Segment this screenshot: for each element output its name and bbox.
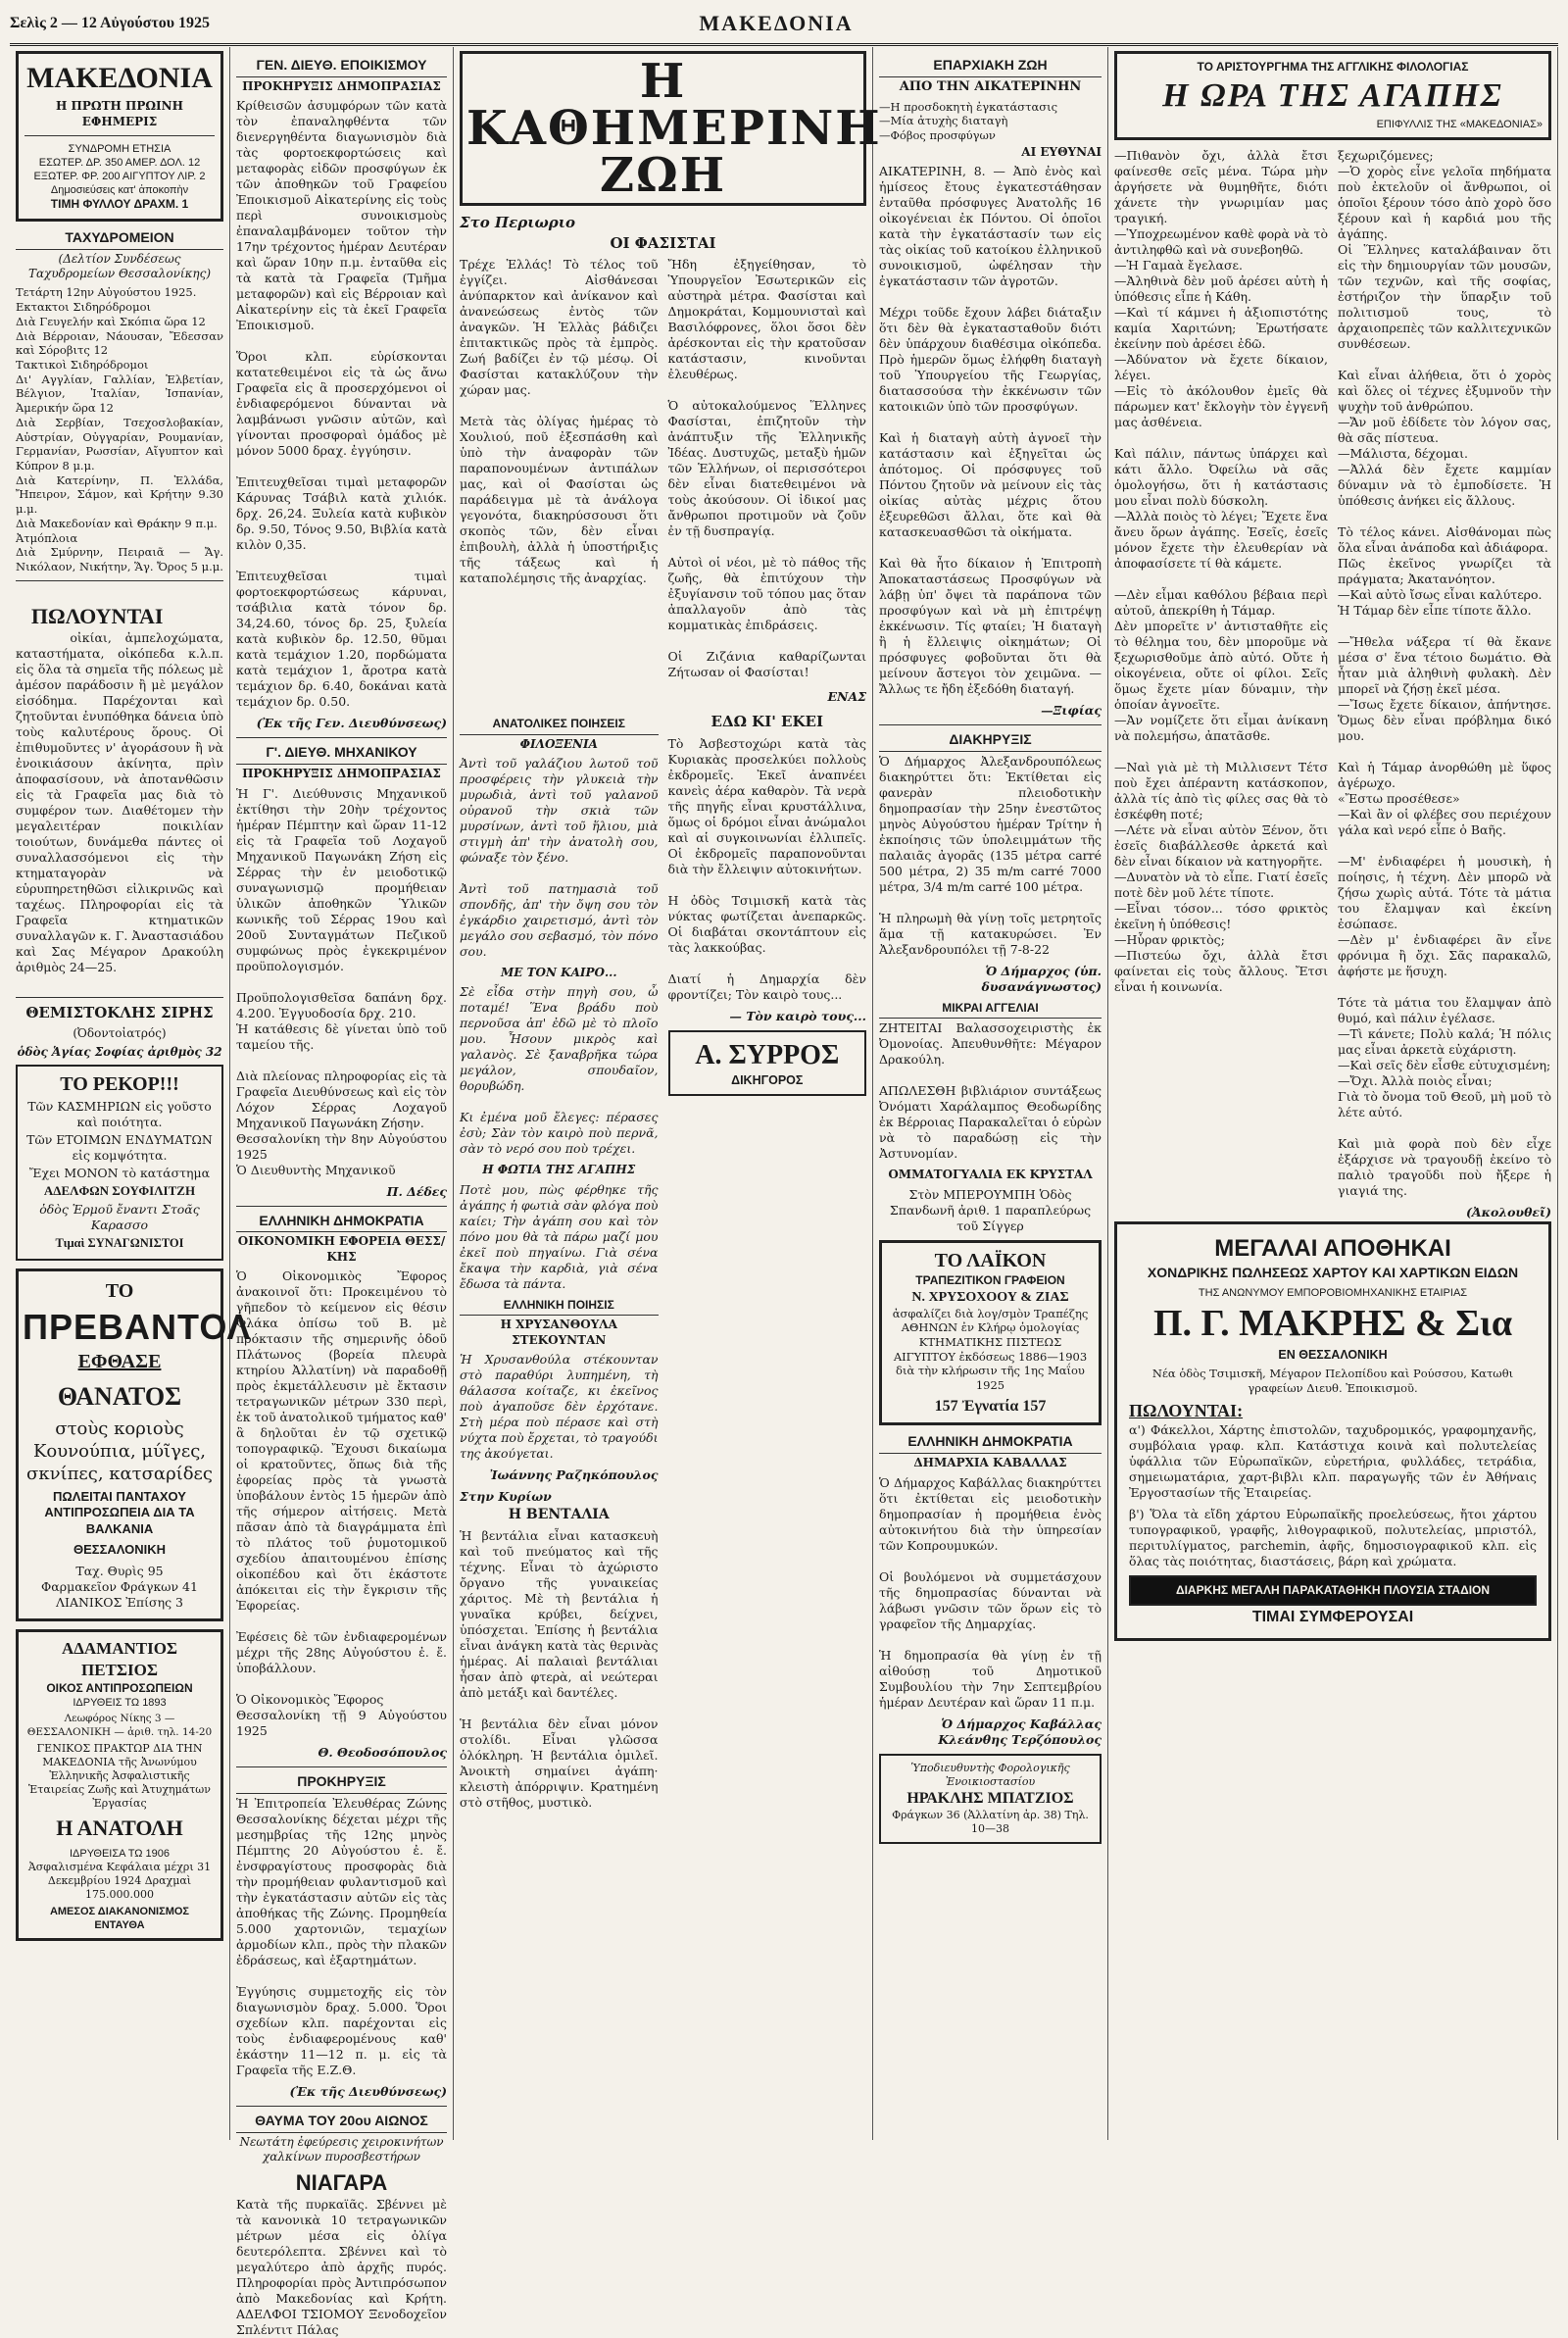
paper-ad-city: ΕΝ ΘΕΣΣΑΛΟΝΙΚΗ [1278,1348,1388,1363]
post-text: Τετάρτη 12ην Αὐγούστου 1925. Εκτακτοι Σιδηρόδρομοι Διὰ Γευγελήν καὶ Σκόπια ὥρα 12 Διὰ Βέρροιαν, Νάουσαν, Ἔδεσσαν καὶ Σόροβιτς 12 Τακτικοὶ Σιδηρόδρομοι Δι' Αγγλίαν, Γαλλίαν, Ἑλβετίαν, Βέλγιον, Ἰταλίαν, Ἰσπανίαν, Ἀμερικήν ὥρα 12 Διὰ Σερβίαν, Τσεχοσλοβακίαν, Αὐστρίαν, Οὐγγαρίαν, Ρουμανίαν, Γερμανίαν, Ρωσσίαν, Αἴγυπτον καὶ Κύπρον 8 μ.μ. Διὰ Κατερίνην, Π. Ἑλλάδα, Ἤπειρον, Σάμον, καὶ Κρήτην 9.30 μ.μ. Διὰ Μακεδονίαν καὶ Θράκην 9 π.μ. Ἀτμόπλοια Διὰ Σμύρνην, Πειραιᾶ — Ἄγ. Νικόλαον, Νικήτην, Ἅγ. Ὄρος 5 μ.μ. [16,285,223,574]
mast-line: Δημοσιεύσεις κατ' ἀποκοπὴν [50,184,189,197]
paper-ad-footer-box [1129,1575,1537,1606]
bank-name: Ν. ΧΡΥΣΟΧΟΟΥ & ΖΙΑΣ [911,1289,1069,1305]
mast-line: ΤΙΜΗ ΦΥΛΛΟΥ ΔΡΑΧΜ. 1 [50,197,189,212]
paper-ad-address: Νέα ὁδὸς Τσιμισκῆ, Μέγαρον Πελοπίδου καὶ Ρούσσου, Κατωθι γραφείων Διευθ. Ἐποικισμοῦ. [1152,1367,1514,1395]
lower-left [460,711,662,1816]
article-subheading: Νεωτάτη ἐφεύρεσις χειροκινήτων χαλκίνων πυροσβεστήρων [239,2134,444,2164]
article-kicker: ΕΛΛΗΝΙΚΗ ΠΟΙΗΣΙΣ [460,1298,659,1316]
article-heading: ΘΑΥΜΑ ΤΟΥ 20ου ΑΙΩΝΟΣ [236,2113,447,2133]
prev-box: Ταχ. Θυρὶς 95 [75,1564,164,1579]
article-heading: ΓΕΝ. ΔΙΕΥΘ. ΕΠΟΙΚΙΣΜΟΥ [236,57,447,77]
article-bullet: —Η προσδοκητὴ ἐγκατάστασις [879,99,1058,114]
paper-ad-company: ΤΗΣ ΑΝΩΝΥΜΟΥ ΕΜΠΟΡΟΒΙΟΜΗΧΑΝΙΚΗΣ ΕΤΑΙΡΙΑΣ [1198,1286,1468,1299]
insur-name: ΑΔΑΜΑΝΤΙΟΣ ΠΕΤΣΙΟΣ [61,1639,178,1679]
insur-sub: ΟΙΚΟΣ ΑΝΤΙΠΡΟΣΩΠΕΙΩΝ [46,1680,193,1695]
record-line: Τῶν ΚΑΣΜΗΡΙΩΝ εἰς γοῦστο καὶ ποιότητα. [27,1099,212,1130]
optician-heading: ΟΜΜΑΤΟΓΥΑΛΙΑ ΕΚ ΚΡΥΣΤΑΛ [888,1168,1093,1182]
mast-line: ΕΞΩΤΕΡ. ΦΡ. 200 ΑΙΓΥΠΤΟΥ ΛΙΡ. 2 [33,171,206,183]
prev-death: ΘΑΝΑΤΟΣ [57,1382,182,1412]
tax-name: ΗΡΑΚΛΗΣ ΜΠΑΤΖΙΟΣ [906,1789,1074,1807]
sale-text: οἰκίαι, ἀμπελοχώματα, καταστήματα, οἰκόπεδα κ.λ.π. εἰς ὅλα τὰ σημεῖα τῆς πόλεως μὲ ἀμέσον παράδοσιν ἢ μὲ μεγάλον εἰσόδημα. Παρέχονται καὶ ζητοῦνται ἐνυπόθηκα δάνεια ὑπὸ τοὺς καλυτέρους ὅρους. Οἱ ἐπιθυμοῦντες ν' ἀγοράσουν ἢ νὰ ἐνοικιάσουν ἀκίνητα, πρὶν ἀποφασίσουν, νὰ ἀποτανθῶσιν εἰς τὰ Γραφεῖα μας διὰ τὸ συμφέρον των. Διαθέτομεν τὴν μεγαλειτέραν ποικιλίαν τοιούτων, δυνάμεθα πάντες οἱ συναλλασσόμενοι εἰς τὴν κτηματαγορὰν νὰ εὑρυπηρετηθῶσι εἰλικρινῶς καὶ ταχέως. Πληροφορίαι εἰς τὰ Γραφεῖα κτηματικῶν συναλλαγῶν κ. Γ. Ἀναστασιάδου καὶ Σας Μέγαρον Δρακούλη ἀριθμὸς 24—25. [16,629,227,974]
insur-address: Λεωφόρος Νίκης 3 — ΘΕΣΣΑΛΟΝΙΚΗ — ἀριθ. τηλ. 14-20 [26,1713,213,1738]
article-signature: —Ξιφίας [1041,703,1102,719]
paper-ad-prices: ΤΙΜΑΙ ΣΥΜΦΕΡΟΥΣΑΙ [1251,1609,1414,1626]
bank-address: 157 Ἐγνατία 157 [934,1397,1047,1415]
article-subheading: ΠΡΟΚΗΡΥΞΙΣ ΔΗΜΟΠΡΑΣΙΑΣ [242,767,441,781]
insur-year: ΙΔΡΥΘΕΙΣ ΤΩ 1893 [73,1697,167,1710]
feuilleton-banner [1114,51,1551,140]
article-text: Ἡ Γ'. Διεύθυνσις Μηχανικοῦ ἐκτίθησι τὴν 20ὴν τρέχοντος ἡμέραν Πέμπτην καὶ ὥραν 11-12 εἰς τὰ Γραφεῖα τοῦ Λοχαγοῦ Μηχανικοῦ Παγωνάκη Ζήση εἰς Σέρρας τὴν ἐν μειοδοτικῷ συναγωνισμῷ προμήθειαν ὑλικῶν ἀποθηκῶν Ὑλικῶν κωνικῆς τοῦ Σέρρας 19ου καὶ 20οῦ Συνταγμάτων Πεζικοῦ συμφώνως πρὸς ἐγκεκριμένον προϋπολογισμόν. Προϋπολογισθεῖσα δαπάνη δρχ. 4.200. Ἐγγυοδοσία δρχ. 210. Ἡ κατάθεσις δὲ γίνεται ὑπὸ τοῦ ταμείου τῆς. Διὰ πλείονας πληροφορίας εἰς τὰ Γραφεῖα Διευθύνσεως καὶ εἰς τὸν Λόχον Σέρρας Λοχαγοῦ Μηχανικοῦ Παγωνάκη Ζήσην. Θεσσαλονίκη τὴν 8ην Αὐγούστου 1925 Ὁ Διευθυντὴς Μηχανικοῦ [236,785,447,1177]
paper-ad-item: α') Φάκελλοι, Χάρτης ἐπιστολῶν, ταχυδρομικός, γραφομηχανῆς, συμβόλαια γραφ. κλπ. Κατάστιχα κοινὰ καὶ πολυτελείας ὑφάλλια τῶν Εὐρωπαϊκῶν, εὐρετήρια, φυλλάδες, τετράδια, σημειωματάρια, χαρτ-βιβλι κλπ. παραγωγῆς τῶν ἐν Ἀθήναις Ἐργοστασίων τῆς Ἐταιρείας. [1129,1421,1541,1500]
article-heading: Γ'. ΔΙΕΥΘ. ΜΗΧΑΝΙΚΟΥ [236,744,447,765]
banner-title: Η ΩΡΑ ΤΗΣ ΑΓΑΠΗΣ [1162,77,1503,115]
story-text: —Πιθανὸν ὄχι, ἀλλὰ ἔτσι φαίνεσθε σεῖς μένα. Τώρα μὴν ἀργήσετε νὰ θυμηθῆτε, διότι χάνετε τὴν γνωριμίαν μας τραγική. —Ὑποχρεωμένον καθὲ φορὰ νὰ τὸ ἀντιληφθῶ καὶ νὰ συνεβοηθῶ. —Ἡ Γαμαὰ ἔγελασε. —Ἀληθινὰ δὲν μοῦ ἀρέσει αὐτὴ ἡ ὑπόθεσις εἶπε ἡ Κάθη. —Καὶ τί κάμνει ἡ ἀξιοπιστότης καμία Χαριτώνη; Ἐρωτήσατε ἐκείνην ποὺ ἀρέσει ἐδῶ. —Ἀδύνατον νὰ ἔχετε δίκαιον, λέγει. —Εἰς τὸ ἀκόλουθον ἐμεῖς θὰ πάρωμεν κατ' ἔκλογὴν τὸν ἐγγενῆ μας ἀσθένεια. Καὶ πάλιν, πάντως ὑπάρχει καὶ κάτι ἄλλο. Ὀφείλω νὰ σᾶς ὁμολογήσω, ὅτι ἡ κατάστασις μου εἶναι πολὺ δύσκολη. —Ἀλλὰ ποιὸς τὸ λέγει; Ἔχετε ἕνα ἄνευ ὅρων ἀγάπης. Ἐσεῖς, ἐσεῖς μόνον ἔχετε τὴν ἐλευθερίαν νὰ ἀποφασίσετε τί θὰ κάμετε. —Δὲν εἶμαι καθόλου βέβαια περὶ αὐτοῦ, ἀπεκρίθη ἡ Τάμαρ. Δὲν μπορεῖτε ν' ἀντισταθῆτε εἰς τὸ θέλημα του, δὲν μποροῦμε νὰ ξεχωρισθοῦμε ἀπὸ αὐτό. Οὔτε ἡ οἰκογένεια, οὔτε οἱ φίλοι. Σεῖς ὅμως ἔχετε μίαν δύναμιν, τὴν ὁποίαν ἀγνοεῖτε. —Ἀν νομίζετε ὅτι εἶμαι ἀνίκανη νὰ πολεμήσω, ἀπατᾶσθε. —Ναὶ γιὰ μὲ τὴ Μιλλισεντ Τέτσ ποὺ ἔχει ἀπέραντη κατάσκοπον, ἀλλὰ τίς ἀπὸ τὶς φίλες σας θὰ τὸ ἐσκέφθη ποτέ; —Λέτε νὰ εἶναι αὐτὸν Ξένον, ὅτι ἐσεῖς διαβάλλεσθε ἀρκετά καὶ δὲν εἶναι δίκαιον νὰ κατηγορῆτε. —Δυνατὸν νὰ τὸ εἶπε. Γιατί ἐσεῖς ποτὲ δὲν μοῦ λέτε τίποτε. —Εἶναι τόσον... τόσο φρικτὸς ἐκεῖνη ἡ ὑπόθεσις! —Ηὗραν φρικτὸς; —Πιστεύω ὄχι, ἀλλὰ ἔτσι φαίνεται εἰς τοὺς ἄλλους. Ἔτσι εἶναι ἡ κοινωνία. [1114,147,1328,994]
prev-retail: ΛΙΑΝΙΚΟΣ Ἐπίσης 3 [56,1595,183,1611]
paper-ad [1114,1221,1551,1641]
prev-to: ΤΟ [105,1280,134,1303]
story-text: ξεχωριζόμενες; —Ὁ χορὸς εἶνε γελοῖα πηδήματα ποὺ ἐκτελοῦν οἱ ἄνθρωποι, οἱ ὁποῖοι ξέρουν τόσο ἀπὸ χορὸ ὅσο ξέρουν καὶ ἡ καρδιά μου τῆς ἀγάπης. Οἱ Ἕλληνες καταλάβαιναν ὅτι εἰς τὴν δημιουργίαν τῶν μουσῶν, τῶν τεχνῶν, καὶ τῆς σοφίας, ἐστήριζον τὴν ὕπαρξιν τοῦ πολιτισμοῦ τους, τὸ ἀρχαιοπρεπὲς τῶν καλλιτεχνικῶν συνθέσεων. Καὶ εἶναι ἀλήθεια, ὅτι ὁ χορὸς καὶ ὅλες οἱ τέχνες ἐξυμνοῦν τὴν ψυχὴν τοῦ ἀνθρώπου. —Ἄν μοῦ ἐδίδετε τὸν λόγον σας, θὰ σᾶς πίστευα. —Μάλιστα, δέχομαι. —Ἀλλά δὲν ἔχετε καμμίαν δύναμιν νὰ τὸ ἐμποδίσετε. Ἡ ὑπόθεσις ἀνήκει εἰς ἄλλους. Τὸ τέλος κάνει. Αἰσθάνομαι πὼς ὅλα εἶναι ἀνάποδα καὶ ἀδιάφορα. Πῶς ἐκεῖνος γνωρίζει τὰ πράγματα; Ἀκατανόητον. —Καὶ αὐτὸ ἴσως εἶναι καλύτερο. Ἡ Τάμαρ δὲν εἶπε τίποτε ἄλλο. —Ἤθελα νάξερα τί θὰ ἔκανε μέσα σ' ἕνα τέτοιο δωμάτιο. Θὰ ἦταν μιὰ ἀληθινὴ φυλακὴ. Δὲν μπορεῖ νὰ ζήσῃ ἐκεῖ μέσα. —Ἴσως ἔχετε δίκαιον, ἀπήντησε. Ὅμως δὲν εἶναι πρόβλημα δικό μου. Καὶ ἡ Τάμαρ ἀνορθώθη μὲ ὕφος ἀγέρωχο. «Ἔστω προσέθεσε» —Καὶ ἂν οἱ φλέβες σου περιέχουν γάλα καὶ νερό εἶπε ὁ Βαῆς. —Μ' ἐνδιαφέρει ἡ μουσικὴ, ἡ ποίησις, ἡ τέχνη. Δὲν μπορῶ νὰ ζήσω χωρὶς αὐτά. Τότε τὰ μάτια του ἔλαμψαν καὶ ἐκείνη ἐσώπασε. —Δὲν μ' ἐνδιαφέρει ἂν εἶνε φρόνιμα ἢ ὄχι. Σᾶς παρακαλῶ, ἀφήστε με ἥσυχη. Τότε τὰ μάτια του ἔλαμψαν ἀπὸ θυμό, καὶ πάλιν ἐγέλασε. —Τὶ κάνετε; Πολὺ καλά; Ἡ πόλις μας εἶναι ἀρκετὰ εὐχάριστη. —Καὶ σεῖς δὲν εἶσθε εὐτυχισμένη; —Ὄχι. Ἀλλὰ ποιὸς εἶναι; Γιὰ τὸ ὄνομα τοῦ Θεοῦ, μὴ μοῦ τὸ λέτε αὐτό. Καὶ μιὰ φορὰ ποὺ δὲν εἶχε ἐξάρχισε νὰ τραγουδῇ ἐκείνο τὸ παλιὸ τραγοῦδι ποὺ ἤξερε ἡ γιαγιά της. [1338,147,1551,1198]
sale-title: ΠΩΛΟΥΝΤΑΙ [30,603,164,628]
story-right [1338,147,1551,1219]
prev-arrived: ΕΦΘΑΣΕ [77,1350,162,1372]
lawyer-ad [668,1030,867,1097]
section-kicker: Στο Περιωριο [460,214,575,231]
insur-brand: Η ΑΝΑΤΟΛΗ [56,1816,183,1841]
lower-right [668,711,867,1816]
article-signature: Ἰωάννης Ραζηκόπουλος [489,1467,659,1482]
article-heading: ΦΙΛΟΞΕΝΙΑ [519,736,598,751]
article-signature: Π. Δέδες [386,1183,447,1199]
article-signature: — Τὸν καιρὸ τους... [729,1008,866,1023]
article-text: Ποτὲ μου, πὼς φέρθηκε τῆς ἀγάπης ἡ φωτιὰ σὰν φλόγα ποὺ καίει; Τὴν ἀγάπη σου καὶ τὸν πόνο μου θὰ τὰ πάρω μαζί μου ἐκεῖ ποὺ πηγαίνω. Γιὰ σένα ἔκαψα τὴν καρδιὰ, γιὰ σένα ἔδωσα τὰ πάντα. [460,1181,662,1291]
preventol-ad [16,1268,252,1621]
banner-top: ΤΟ ΑΡΙΣΤΟΥΡΓΗΜΑ ΤΗΣ ΑΓΓΛΙΚΗΣ ΦΙΛΟΛΟΓΙΑΣ [1197,60,1469,74]
article-text: Κατὰ τῆς πυρκαϊᾶς. Σβέννει μὲ τὰ κανονικὰ 10 τετραγωνικῶν μέτρων μέσα εἰς ὀλίγα δευτερόλεπτα. Σβέννει καὶ τὸ μεγαλύτερο ἀπὸ ἀρχῆς πυρός. Πληροφορίαι πρὸς Ἀντιπρόσωπον ἀπὸ Μακεδονίας καὶ Κρήτη. ΑΔΕΛΦΟΙ ΤΣΙΟΜΟΥ Ξενοδοχεῖον Σπλέντιτ Πάλας [236,2196,451,2337]
article-signature: ΕΝΑΣ [827,689,866,705]
page-date: Σελὶς 2 — 12 Αὐγούστου 1925 [10,15,211,31]
record-ad [16,1065,223,1261]
article-heading: ΜΕ ΤΟΝ ΚΑΙΡΟ... [501,966,617,980]
article-text: ΑΙΚΑΤΕΡΙΝΗ, 8. — Ἀπὸ ἐνὸς καὶ ἡμίσεος ἔτους ἐγκατεστάθησαν ἐνταῦθα πρόσφυγες Ἀνατολῆς 16 οἰκογένειαι ἐκ Πόντου. Οἱ ὁποῖοι κατὰ τὴν ἐγκατάστασίν των εἰς τὰς οἰκίας τοῦ κατοίκου ἐλληνικοῦ συνοικισμοῦ, ὠφέλησαν τὴν ἐγκατάστασιν τῶν ἀγροτῶν. Μέχρι τοῦδε ἔχουν λάβει διάταξιν ὅτι δὲν θὰ ἐγκατασταθοῦν διότι δὲν ὑπάρχουν διαθέσιμα οἰκόπεδα. Πρὸ ἡμερῶν ὅμως ἐλήφθη διαταγὴ τοῦ Ὑπουργείου τῆς Γεωργίας, διατασσούσα τὴν ἐκκένωσιν τῶν κατοικιῶν ὑπὸ τῶν προσφύγων. Καὶ ἡ διαταγὴ αὐτὴ ἀγνοεῖ τὴν κατάστασιν καὶ ἐξηγεῖται ὡς ἀπότομος. Οἱ πρόσφυγες τοῦ Πόντου ζητοῦν νὰ μείνουν εἰς τὰς οἰκίας αὐτὰς μέχρις ὅτου ἐξευρεθῶσι ἄλλαι, ὅτε καὶ θὰ κατασκευασθῶσι τὰ οἰκήματα. Καὶ θὰ ἦτο δίκαιον ἡ Ἐπιτροπὴ Ἀποκαταστάσεως Προσφύγων νὰ λάβῃ ὑπ' ὄψει τὰ παράπονα τῶν προσφύγων καὶ νὰ μὴ ἐπιτρέψῃ ἐκκένωσιν. Τίς φταίει; Ἡ διαταγὴ ἢ ἡ ἔλλειψις οἰκημάτων; Οἱ πρόσφυγες φοβοῦνται ὅτι θὰ μείνουν ἄστεγοι τὸν χειμῶνα. — Ἄλλως τε ἤδη ἐξεδόθη διαταγή. [879,164,1102,697]
lawyer-role: ΔΙΚΗΓΟΡΟΣ [731,1073,804,1088]
banner-sub: ΕΠΙΦΥΛΛΙΣ ΤΗΣ «ΜΑΚΕΔΟΝΙΑΣ» [1376,118,1543,130]
lawyer-name: Α. ΣΥΡΡΟΣ [695,1039,840,1070]
insurance-ad [16,1629,223,1941]
mast-subtitle: Η ΠΡΩΤΗ ΠΡΩΙΝΗ ΕΦΗΜΕΡΙΣ [56,99,183,128]
column-1 [10,47,252,2140]
article-signature: (Ἐκ τῆς Γεν. Διευθύνσεως) [256,716,447,731]
column-4 [873,47,1108,2140]
article-bullet: —Φόβος προσφύγων [879,127,996,142]
article-text: Τρέχε Ἑλλάς! Τὸ τέλος τοῦ ἐγγίζει. Αἰσθάνεσαι ἀνύπαρκτον καὶ ἀνίκανον καὶ ἀνανεώσεως ἐντὸς τῶν ἀναγκῶν. Ἡ Ἑλλὰς βάδιζει ἐπιτακτικῶς πρὸς τὰ ἐμπρὸς. Ζωή βαδίζει ἐν τῷ μέσῳ. Οἱ Φασίσται κατακλύζουν τὴν χώραν μας. Μετὰ τὰς ὀλίγας ἡμέρας τὸ Χουλιού, ποῦ ἐξεσπάσθη καὶ ὑπὸ τὴν ἀναφορὰν τῶν παραπονουμένων ἀντιπάλων μας, καὶ οἱ Φασίσται ὡς παράδειγμα μὲ τὰ ἀνάλογα γεγονότα, διακηρύσσουσι ὅτι σκοπὸς τῶν, δὲν εἶναι ἐπιβουλὴ, ἀλλὰ ἡ ὑποστήριξις τῆς τάξεως καὶ ἡ καταπολέμησις τῆς ἀναρχίας. [460,257,659,586]
article-signature: Ὁ Δήμαρχος (ὑπ. δυσανάγνωστος) [981,963,1102,994]
paper-ad-sub: ΧΟΝΔΡΙΚΗΣ ΠΩΛΗΣΕΩΣ ΧΑΡΤΟΥ ΚΑΙ ΧΑΡΤΙΚΩΝ ΕΙΔΩΝ [1147,1264,1519,1280]
bank-text: ἀσφαλίζει διὰ λογ/σμὸν Τραπέζης ΑΘΗΝΩΝ ἐν Κλήρῳ ὁμολογίας ΚΤΗΜΑΤΙΚΗΣ ΠΙΣΤΕΩΣ ΑΙΓΥΠΤΟΥ ἐκδόσεως 1886—1903 διὰ τὴν κλήρωσιν τῆς 1ης Μαΐου 1925 [892,1306,1089,1393]
paper-ad-title: ΜΕΓΑΛΑΙ ΑΠΟΘΗΚΑΙ [1214,1234,1451,1262]
tax-role: Ὑποδιευθυντὴς Φορολογικῆς Ἐνοικιοστασίου [910,1761,1070,1788]
tax-ad [879,1754,1102,1845]
column-5 [1108,47,1558,2140]
article-text: Ἡ Ἐπιτροπεία Ἐλευθέρας Ζώνης Θεσσαλονίκης δέχεται μέχρι τῆς μεσημβρίας τῆς 12ης μηνὸς Πέμπτης 20 Αὐγούστου ἐ. ἔ. ἐνσφραγίστους προσφορὰς διὰ τὴν προμήθειαν φυλαντισμοῦ καὶ τὴν ἐγκατάστασιν αὐτῶν εἰς τὰς ἀποθήκας τῆς Ζώνης. Προμηθεία 5.000 χαρτονιῶν, τεμαχίων ἀρμοδίων κλπ., πρὸς τὴν πλακῶν ἐδράσεως, καὶ ἐξαρτημάτων. Ἐγγύησις συμμετοχῆς εἰς τὸν διαγωνισμὸν δραχ. 5.000. Ὅροι σχεδίων κλπ. παρέχονται εἰς τοὺς ἐνδιαφερομένους καθ' ἑκάστην 11—12 π. μ. εἰς τὰ Γραφεῖα τῆς Ε.Ζ.Θ. [236,1796,447,2078]
tax-address: Φράγκων 36 (Ἀλλατίνη ἀρ. 38) Τηλ. 10—38 [892,1809,1089,1836]
bank-sub: ΤΡΑΠΕΖΙΤΙΚΟΝ ΓΡΑΦΕΙΟΝ [915,1273,1065,1288]
sale-notice [16,587,227,991]
section-kicker: Στην Κυρίων [460,1488,552,1504]
prev-title: ΠΡΕΒΑΝΤΟΛ [23,1306,252,1347]
record-title: ΤΟ ΡΕΚΟΡ!!! [60,1072,179,1095]
article-text: Ὁ Οἰκονομικὸς Ἔφορος ἀνακοινοῖ ὅτι: Προκειμένου τὸ γῆπεδον τὸ κείμενον εἰς θέσιν Φλάκα ὁπίσω τοῦ Β. μὲ πρόκτασιν τῆς σημερινῆς ὁδοῦ Πλάτωνος (βορεία πλευρὰ κτηρίου Ἀλλατίνη) νὰ παραδοθῇ πρὸς ἐκμετάλλευσιν μὲ ἔκτασιν τετραγωνικῶν μέτρων 330 περὶ, ἐκ τοῦ ἀνατολικοῦ τμήματος καθ' ἃ δηλοῦται ἐν τῷ σχετικῷ τοπογραφικῷ. Ἔχουσι δικαίωμα οἱ κρατοῦντες, ὅπως διὰ τῆς ἐφορείας πρὸς τὰ γνωστὰ ὑποβάλουν ἐντὸς 15 ἡμερῶν ἀπὸ τῆς σήμερον αἰτήσεις. Μετὰ πᾶσαν ἀπὸ τὰ διαγράμματα ἐπὶ τὸ πλάτος τοῦ ῥυμοτομικοῦ σχεδίου ἀπαιτουμένου ἐπίσης οἰκοπέδου καὶ ὅτι ἑκάστοτε ἀπόκειται εἰς τὴν ἔγκρισιν τῆς Ἐφορείας. Ἐφέσεις δὲ τῶν ἐνδιαφερομένων μέχρι τῆς 28ης Αὐγούστου ἐ. ἔ. ὑποβάλλουν. Ὁ Οἰκονομικὸς Ἔφορος Θεσσαλονίκη τῇ 9 Αὐγούστου 1925 [236,1268,447,1739]
article-heading: ΟΙ ΦΑΣΙΣΤΑΙ [610,234,716,253]
article-text: Ἀντὶ τοῦ γαλάζιου λωτοῦ τοῦ προσφέρεις τὴν γλυκειὰ τὴν μυρωδιὰ, ἀντὶ τοῦ γαλανοῦ οὐρανοῦ τὴν σκιὰ τῶν μυρσίνων, ἀντὶ τοῦ ἥλιου, μιὰ στιγμὴ ἀπ' τὴν ἀνατολὴ σου, φώναξε τὸν ξένο. Ἀντὶ τοῦ πατημασιὰ τοῦ σπονδῆς, ἀπ' τὴν ὄψη σου τὸν ἐγκάρδιο χαιρετισμό, ἀντὶ τὸν μεγάλο σου σεβασμό, τὸν πόνο σου. [460,756,659,960]
article-text: Ἤδη ἐξηγείθησαν, τὸ Ὑπουργεῖον Ἐσωτερικῶν εἰς αὐστηρὰ μέτρα. Φασίσται καὶ Δημοκράται, Κομμουνισταὶ καὶ Βασιλόφρονες, ὅλοι ὅσοι δὲν ἀρέσκονται εἰς τὴν κρατοῦσαν κατάστασιν, κινοῦνται ἐλευθέρως. Ὁ αὐτοκαλούμενος Ἕλληνες Φασίσται, ἐπιζητοῦν τὴν ἀνάπτυξιν τῆς Ἑλληνικῆς Ἰδέας. Δυστυχῶς, μεταξὺ ἡμῶν τῶν Ἑλλήνων, οἱ περισσότεροι δὲν εἶναι διατεθειμένοι νὰ τοὺς ἀκούσουν. Οἱ ἰδικοί μας ἄνθρωποι προτιμοῦν νὰ ζοῦν ἐν τῇ δυσπραγίᾳ. Αὐτοὶ οἱ νέοι, μὲ τὸ πάθος τῆς ζωῆς, θὰ ἐπιτύχουν τὴν ἐξυγίανσιν τοῦ τόπου μας ὅταν ἀπαλλαγοῦν ἀπὸ τὰς κομματικὰς ἐπιδράσεις. Οἱ Ζιζάνια καθαρίζωνται Ζήτωσαν οἱ Φασίσται! [667,257,866,680]
paper-ad-item: β') Ὅλα τὰ εἴδη χάρτου Εὐρωπαϊκῆς προελεύσεως, ἤτοι χάρτου τυπογραφικοῦ, γραφῆς, λιθογραφικοῦ, πολυτελείας, μπριστόλ, περιτυλίγματος, parchemin, ἀφῆς, δημοσιογραφικοῦ κλπ. εἰς ὅλας τὰς ποιότητας, διαστάσεις, βάρη καὶ χρώματα. [1129,1506,1541,1568]
story-continued: (Ἀκολουθεῖ) [1466,1204,1551,1219]
mast-title: ΜΑΚΕΔΟΝΙΑ [26,62,213,94]
article-heading: Η ΦΩΤΙΑ ΤΗΣ ΑΓΑΠΗΣ [482,1163,636,1177]
dentist-role: (Ὀδοντοἰατρός) [73,1026,167,1041]
story-columns [1114,147,1551,1219]
paper-ad-name: Π. Γ. ΜΑΚΡΗΣ & Σια [1152,1302,1513,1344]
dentist-name: ΘΕΜΙΣΤΟΚΛΗΣ ΣΙΡΗΣ [25,1003,214,1021]
post-title: ΤΑΧΥΔΡΟΜΕΙΟΝ [16,229,223,250]
prev-agency: ΑΝΤΙΠΡΟΣΩΠΕΙΑ ΔΙΑ ΤΑ ΒΑΛΚΑΝΙΑ [44,1505,195,1536]
insur-text: ΓΕΝΙΚΟΣ ΠΡΑΚΤΩΡ ΔΙΑ ΤΗΝ ΜΑΚΕΔΟΝΙΑ τῆς Ἀνωνύμου Ἑλληνικῆς Ἀσφαλιστικῆς Ἑταιρείας Ζωῆς καὶ Ἀτυχημάτων Ἐργασίας [28,1742,211,1811]
mast-line: ΣΥΝΔΡΟΜΗ ΕΤΗΣΙΑ [68,143,172,156]
page-masthead [10,4,1558,46]
article-text: Ὁ Δήμαρχος Καβάλλας διακηρύττει ὅτι ἐκτίθεται εἰς μειοδοτικὴν δημοπρασίαν ἡ προμήθεια ἑνὸς αὐτοκινήτου διὰ τὴν ὑπηρεσίαν τῶν Κοπρουμυκών. Οἱ βουλόμενοι νὰ συμμετάσχουν τῆς δημοπρασίας δύνανται νὰ λάβωσι γνῶσιν τῶν ὅρων εἰς τὸ γραφεῖον τῆς Δημαρχίας. Ἡ δημοπρασία θὰ γίνῃ ἐν τῇ αἰθούσῃ τοῦ Δημοτικοῦ Συμβουλίου τὴν 7ην Σεπτεμβρίου ἡμέραν Δευτέραν καὶ ὥραν 11 π.μ. [879,1474,1102,1710]
prev-city: ΘΕΣΣΑΛΟΝΙΚΗ [74,1541,166,1557]
section-title-box [460,51,882,206]
article-signature: Ὁ Δήμαρχος Καβάλλας Κλεάνθης Τερζόπουλος [938,1716,1102,1747]
article-text: Σὲ εἶδα στὴν πηγὴ σου, ὦ ποταμέ! Ἕνα βράδυ ποὺ περνοῦσα ἀπ' ἐδῶ μὲ τὸ πλοῖο μου. Ἦσουν μικρὸς καὶ γαλανὸς. Σὲ ξαναβρῆκα τώρα μεγάλον, σπουδαῖον, θορυβώδη. Κι ἐμένα μοῦ ἔλεγες: πέρασες ἐσὺ; Σὰν τὸν καιρὸ ποὺ περνᾶ, σὰν τὸ νερό σου ποὺ τρέχει. [460,984,659,1157]
article-heading: ΜΙΚΡΑΙ ΑΓΓΕΛΙΑΙ [879,1001,1102,1019]
article-text: Ἡ βεντάλια εἶναι κατασκευὴ καὶ τοῦ πνεύματος καὶ τῆς τέχνης. Εἶναι τὸ ἀχώριστο ὄργανο τῆς γυναικείας χάριτος. Μὲ τὴ βεντάλια ἡ γυναῖκα κρύβει, δείχνει, ὑπόσχεται. Ἐπίσης ἡ βεντάλια εἶναι ἀνάγκη κατὰ τὰς θερινὰς ἡμέρας. Αἱ παλαιαὶ βεντάλιαι ἦσαν ἀπὸ φτερὰ, αἱ νεώτεραι ἀπὸ μετάξι καὶ δαντέλες. Ἡ βεντάλια δὲν εἶναι μόνον στολίδι. Εἶναι γλῶσσα ὁλόκληρη. Ἡ βεντάλια ὁμιλεῖ. Ἀνοικτὴ σημαίνει ἀγάπη· κλειστὴ ἀπόρριψιν. Κρατημένη στὸ στῆθος, μυστικὸ. [460,1527,659,1810]
lower-two-col [460,711,866,1816]
article-subheading: ΔΗΜΑΡΧΙΑ ΚΑΒΑΛΛΑΣ [913,1456,1067,1470]
article-heading: ΕΛΛΗΝΙΚΗ ΔΗΜΟΚΡΑΤΙΑ [236,1213,447,1233]
record-line: Ἔχει ΜΟΝΟΝ τὸ κατάστημα [28,1166,211,1181]
post-subtitle: (Δελτίον Συνδέσεως Ταχυδρομείων Θεσσαλονίκης) [27,251,212,281]
record-line: Τῶν ΕΤΟΙΜΩΝ ΕΝΔΥΜΑΤΩΝ εἰς κομψότητα. [26,1132,213,1164]
insur-pay: ΑΜΕΣΟΣ ΔΙΑΚΑΝΟΝΙΣΜΟΣ ΕΝΤΑΥΘΑ [49,1905,190,1931]
insur-founded: ΙΔΡΥΘΕΙΣΑ ΤΩ 1906 [69,1847,171,1860]
paper-ad-footer: ΔΙΑΡΚΗΣ ΜΕΓΑΛΗ ΠΑΡΑΚΑΤΑΘΗΚΗ ΠΛΟΥΣΙΑ ΣΤΑΔΙΟΝ [1175,1582,1491,1597]
article-signature: (Ἐκ τῆς Διευθύνσεως) [289,2084,447,2100]
article-bullet: —Μία ἀτυχὴς διαταγὴ [879,114,1008,128]
column-3 [454,47,882,2140]
section-title: Η ΚΑΘΗΜΕΡΙΝΗ ΖΩΗ [466,54,882,203]
article-text: Τὸ Ἀσβεστοχώρι κατὰ τὰς Κυριακὰς προσελκύει πολλοὺς ἐκδρομεῖς. Ἐκεῖ ἀναπνέει κανεὶς ἀέρα καθαρὸν. Τὰ νερὰ τῆς πηγῆς εἶναι κρυστάλλινα, ὅμως οἱ δρόμοι εἶναι ἀνώμαλοι καὶ αἱ συγκοινωνίαι ἐλλιπεῖς. Οἱ ἐκδρομεῖς παραπονοῦνται διὰ τὴν ἔλλειψιν αὐτοκινήτων. Η ὁδὸς Τσιμισκῆ κατὰ τὰς νύκτας φωτίζεται ἀνεπαρκῶς. Οἱ διαβάται σκοντάπτουν εἰς τὰς λακκούβας. Διατί ἡ Δημαρχία δὲν φροντίζει; Τὸν καιρὸ τους... [667,735,866,1002]
article-text: Ἡ Χρυσανθούλα στέκουνταν στὸ παραθύρι λυπημένη, τὴ θάλασσα κοίταζε, κι ἐκεῖνος ποὺ ἀγαποῦσε δὲν ἐρχότανε. Στὴ μέρα ποὺ πέρασε καὶ στὴ νύχτα ποὺ ἔρχεται, τὸ τραγούδι της ἀκούγεται. [460,1351,662,1461]
dentist-address: ὁδὸς Ἁγίας Σοφίας ἀριθμὸς 32 [17,1045,222,1060]
prev-sold: ΠΩΛΕΙΤΑΙ ΠΑΝΤΑΧΟΥ [53,1488,186,1504]
masthead-box [16,51,223,222]
column-2 [230,47,454,2337]
article-heading: Η ΧΡΥΣΑΝΘΟΥΛΑ ΣΤΕΚΟΥΝΤΑΝ [500,1318,617,1347]
article-subheading: ΟΙΚΟΝΟΜΙΚΗ ΕΦΟΡΕΙΑ ΘΕΣΣ/ΚΗΣ [237,1234,446,1264]
record-line: ΑΔΕΛΦΩΝ ΣΟΥΦΙΛΙΤΖΗ [43,1183,196,1199]
article-two-col [460,257,866,686]
niagara-brand: ΝΙΑΓΑΡΑ [295,2169,388,2195]
insur-capital: Ἀσφαλισμένα Κεφάλαια μέχρι 31 Δεκεμβρίου 1924 Δραχμαὶ 175.000.000 [27,1860,212,1901]
record-line: ὁδὸς Ἑρμοῦ ἔναντι Στοᾶς Καρασσο [39,1202,200,1233]
record-line: Τιμαὶ ΣΥΝΑΓΩΝΙΣΤΟΙ [55,1236,184,1251]
article-subheading: ΑΙ ΕΥΘΥΝΑΙ [1021,144,1102,159]
article-text: Κρίθεισῶν ἀσυμφόρων τῶν κατὰ τὸν ἐπαναληφθέντα τῶν διενεργηθέντα διαγωνισμὸν διὰ τὰς φορτοεκφορτώσεις καὶ μεταφορὰς εἰδῶν προσφύγων ἐκ τῶν ἀποθηκῶν τοῦ Γραφείου Ἐποικισμοῦ Αἰκατερίνης εἰς τοὺς περὶ συνοικισμοὺς ἐπαναλαμβάνομεν τοῦτον τὴν 17ην τρέχοντος ἡμέραν Δευτέραν καὶ ὥραν 10ην π.μ. ἐνταῦθα εἰς τὰ κατὰ τὰ Γραφεῖα (Τμῆμα μεταφορῶν) καὶ εἰς Βέρροιαν καὶ Αἰκατερίνην εἰς τὰ ἐκεῖ Γραφεῖα Ἐποικισμοῦ. Ὅροι κλπ. εὑρίσκονται κατατεθειμένοι εἰς τὰ ὡς ἄνω Γραφεῖα εἰς ἃ προσερχόμενοι οἱ ἐνδιαφερόμενοι δύνανται νὰ λαμβάνωσι γνῶσιν αὐτῶν, καὶ γίνονται προσφοραὶ ὁμάδος μὲ μόνον 5000 δραχ. ἐγγύησιν. Ἐπιτευχθεῖσαι τιμαὶ μεταφορῶν Κάρυνας Τσάβιλ κατὰ χιλιόκ. δρχ. 26,24. Ξυλεία κατὰ κυβικὸν δρ. 9.50, Τόνος 9.50, Βιβλία κατὰ κιλὸν 0,35. Ἐπιτευχθεῖσαι τιμαὶ φορτοεκφορτώσεως κάρυναι, τσάβιλια κατὰ τόνον δρ. 34,24.60, τόνος δρ. 25, ξυλεία κατὰ κυβικὸν δρ. 12.50, θῦμαι κατὰ τεμάχιον 1.20, πορδώματα κατὰ τεμάχιον 1, ἄροτρα κατὰ τεμάχιον δρ. 6.40, δοκάναι κατὰ τεμάχιον δρ. 0.50. [236,98,447,710]
article-heading: ΑΠΟ ΤΗΝ ΑΙΚΑΤΕΡΙΝΗΝ [899,78,1082,94]
article-signature: Θ. Θεοδοσόπουλος [318,1745,447,1761]
paper-name: ΜΑΚΕΔΟΝΙΑ [699,11,854,35]
article-subheading: ΠΡΟΚΗΡΥΞΙΣ ΔΗΜΟΠΡΑΣΙΑΣ [242,78,441,93]
bank-title: ΤΟ ΛΑΪΚΟΝ [934,1249,1047,1271]
article-heading: ΕΔΩ ΚΙ' ΕΚΕΙ [710,713,823,731]
article-kicker: ΑΝΑΤΟΛΙΚΕΣ ΠΟΙΗΣΕΙΣ [460,717,659,734]
article-heading: Η ΒΕΝΤΑΛΙΑ [508,1506,610,1522]
article-heading: ΔΙΑΚΗΡΥΞΙΣ [879,731,1102,752]
article-text: Ὁ Δήμαρχος Ἀλεξανδρουπόλεως διακηρύττει ὅτι: Ἐκτίθεται εἰς φανερὰν πλειοδοτικὴν δημοπρασίαν τὴν 25ην ἐνεστῶτος μηνὸς Αὐγούστου ἡμέραν Τρίτην ἡ ἐκποίησις τῶν ὑπολειμμάτων τῆς παλαιᾶς ἀγορᾶς (135 μέτρα carré 500 μέτρα, 2) 35 m/m carré 7000 μέτρα, 3/4 m/m carré 100 μέτρα. Ἡ πληρωμὴ θὰ γίνῃ τοῖς μετρητοῖς ἅμα τῇ κατακυρώσει. Ἐν Ἀλεξανδρουπόλει τῇ 7-8-22 [879,753,1102,957]
mast-line: ΕΣΩΤΕΡ. ΔΡ. 350 ΑΜΕΡ. ΔΟΛ. 12 [38,157,201,170]
article-heading: ΠΡΟΚΗΡΥΞΙΣ [236,1773,447,1794]
bank-ad [879,1240,1102,1426]
paper-ad-sold: ΠΩΛΟΥΝΤΑΙ: [1129,1400,1244,1420]
article-text: ΖΗΤΕΙΤΑΙ Βαλασσοχειριστὴς ἐκ Ὀμονοίας. Ἀπευθυνθῆτε: Μέγαρον Δρακούλη. ΑΠΩΛΕΣΘΗ βιβλιάριον συντάξεως Ὀνόματι Χαράλαμπος Θεοδωρίδης ἐκ Βέρροιας Παρακαλεῖται ὁ εὑρὼν νὰ τὸ παραδώσῃ εἰς τὴν Ἀστυνομίαν. [879,1020,1102,1162]
prev-text: στοὺς κοριοὺς Κουνούπια, μύῖγες, σκνίπες, κατσαρίδες [26,1418,213,1484]
article-heading: ΕΛΛΗΝΙΚΗ ΔΗΜΟΚΡΑΤΙΑ [879,1433,1102,1454]
prev-pharmacy: Φαρμακεῖον Φράγκων 41 [41,1579,198,1595]
optician-text: Στὸν ΜΠΕΡΟΥΜΠΗ Ὁδὸς Σπανδωνῆ ἀριθ. 1 παραπλεύρως τοῦ Σίγγερ [889,1186,1096,1233]
section-heading: ΕΠΑΡΧΙΑΚΗ ΖΩΗ [879,57,1102,77]
